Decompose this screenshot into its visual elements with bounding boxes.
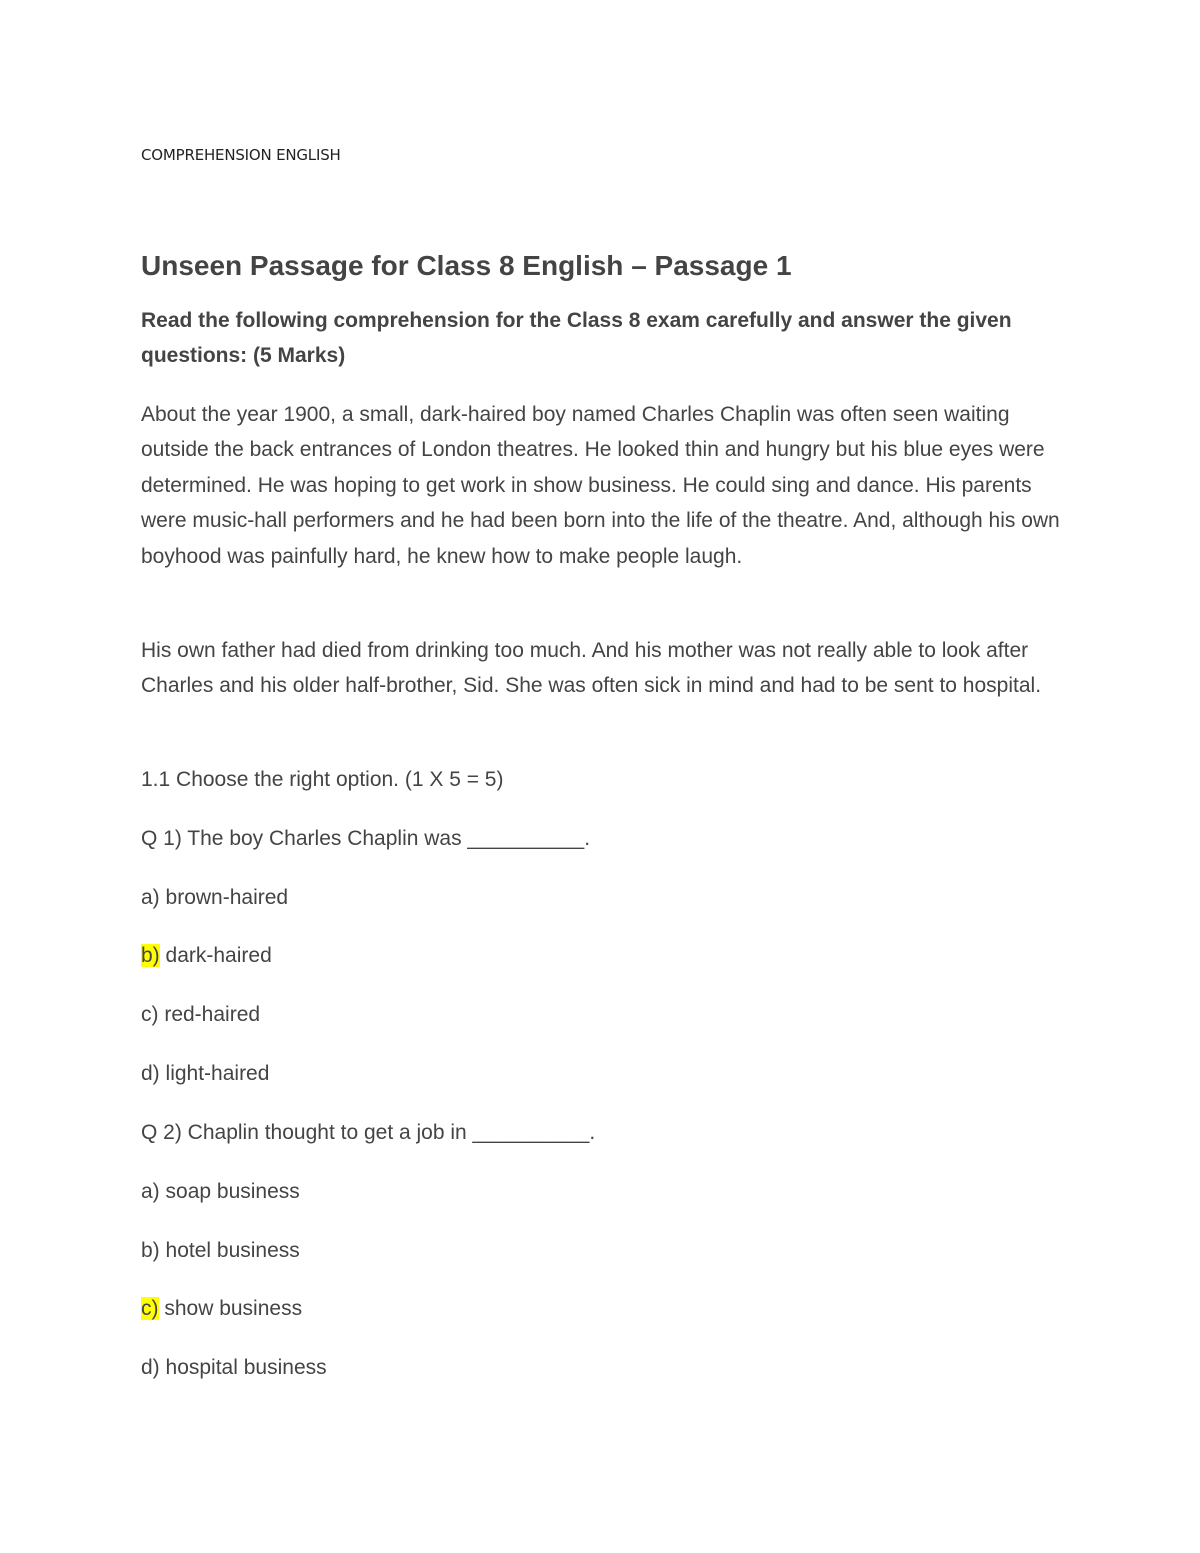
- option-marker: a): [141, 886, 160, 909]
- instruction-text: Read the following comprehension for the Class 8 exam carefully and answer the given questions: (5 Marks): [141, 309, 1012, 367]
- question-2-option-a: [141, 1177, 300, 1207]
- option-text: brown-haired: [159, 886, 289, 909]
- option-marker: d): [141, 1356, 160, 1379]
- option-text: hospital business: [159, 1356, 327, 1379]
- question-1-option-b: [141, 941, 272, 971]
- option-marker-highlighted: c): [141, 1297, 159, 1320]
- option-marker: d): [141, 1062, 160, 1085]
- question-2-option-d: [141, 1353, 327, 1383]
- question-1-text: Q 1) The boy Charles Chaplin was __________.: [141, 827, 591, 850]
- option-marker-highlighted: b): [141, 944, 160, 967]
- option-text: dark-haired: [159, 944, 272, 967]
- question-2-option-b: [141, 1236, 300, 1266]
- option-text: light-haired: [159, 1062, 270, 1085]
- question-1-option-c: [141, 1000, 260, 1030]
- question-2-option-c: [141, 1294, 302, 1324]
- passage-paragraph-2: His own father had died from drinking too much. And his mother was not really able to look after Charles and his older half-brother, Sid. She was often sick in mind and had to be sent to hospital.: [141, 639, 1042, 698]
- question-1-option-d: [141, 1059, 269, 1089]
- option-text: red-haired: [158, 1003, 261, 1026]
- question-1-option-a: [141, 883, 288, 913]
- document-header-label: COMPREHENSION ENGLISH: [141, 146, 341, 164]
- passage-paragraph-1: About the year 1900, a small, dark-haired boy named Charles Chaplin was often seen waiting outside the back entrances of London theatres. He looked thin and hungry but his blue eyes were determined. He was hoping to get work in show business. He could sing and dance. His parents were music-hall performers and he had been born into the life of the theatre. And, although his own boyhood was painfully hard, he knew how to make people laugh.: [141, 403, 1060, 568]
- option-marker: a): [141, 1180, 160, 1203]
- option-marker: b): [141, 1239, 160, 1262]
- section-heading: 1.1 Choose the right option. (1 X 5 = 5): [141, 768, 504, 791]
- option-text: soap business: [159, 1180, 300, 1203]
- option-text: hotel business: [159, 1239, 300, 1262]
- question-2-text: Q 2) Chaplin thought to get a job in __________.: [141, 1121, 596, 1144]
- option-marker: c): [141, 1003, 159, 1026]
- option-text: show business: [158, 1297, 303, 1320]
- passage-title: Unseen Passage for Class 8 English – Passage 1: [141, 250, 792, 281]
